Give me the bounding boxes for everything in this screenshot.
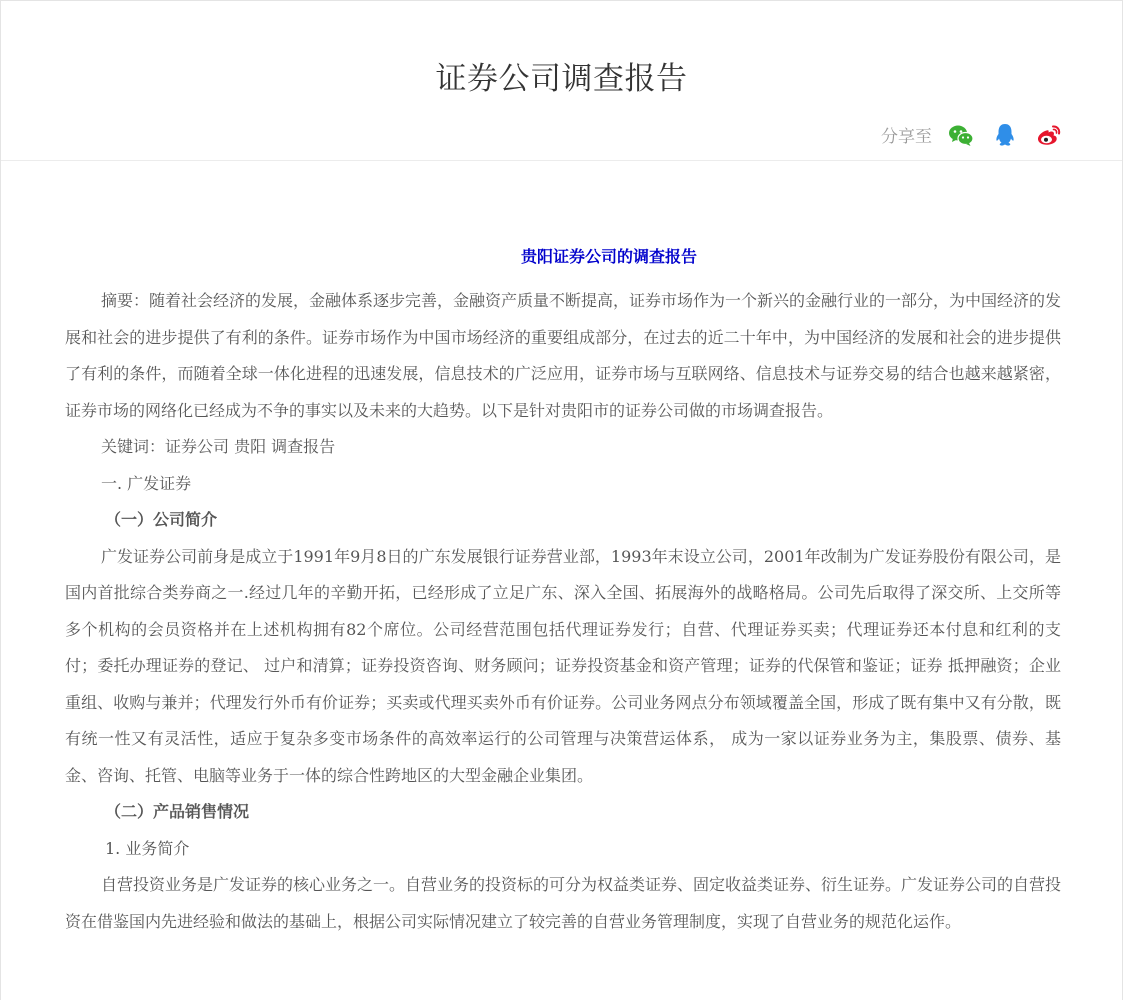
- subsection-heading: （一）公司简介: [105, 510, 218, 529]
- abstract-paragraph: 摘要：随着社会经济的发展，金融体系逐步完善，金融资产质量不断提高，证券市场作为一个新兴的金融行业的一部分，为中国经济的发展和社会的进步提供了有利的条件。证券市场作为中国市场经济的重要组成部分，在过去的近二十年中，为中国经济的发展和社会的进步提供了有利的条件，而随着全球一体化进程的迅速发展，信息技术的广泛应用，证券市场与互联网络、信息技术与证券交易的结合也越来越紧密，证券市场的网络化已经成为不争的事实以及未来的大趋势。以下是针对贵阳市的证券公司做的市场调查报告。: [65, 291, 1062, 420]
- document-title: 贵阳证券公司的调查报告: [520, 247, 697, 266]
- section-heading: 一. 广发证券: [101, 473, 192, 493]
- wechat-icon[interactable]: [948, 123, 974, 147]
- page-title: 证券公司调查报告: [435, 61, 688, 97]
- article-body: [65, 245, 1061, 940]
- qq-icon[interactable]: [992, 123, 1018, 147]
- share-bar: [881, 122, 1062, 147]
- weibo-icon[interactable]: [1036, 123, 1062, 147]
- page-header: [1, 1, 1122, 161]
- share-label: 分享至: [881, 127, 932, 147]
- list-item-heading: 1. 业务简介: [105, 838, 190, 858]
- company-intro-paragraph: 广发证券公司前身是成立于1991年9月8日的广东发展银行证券营业部，1993年末设立公司，2001年改制为广发证券股份有限公司，是国内首批综合类券商之一.经过几年的辛勤开拓，已经形成了立足广东、深入全国、拓展海外的战略格局。公司先后取得了深交所、上交所等多个机构的会员资格并在上述机构拥有82个席位。公司经营范围包括代理证券发行；自营、代理证券买卖；代理证券还本付息和红利的支付；委托办理证券的登记、 过户和清算；证券投资咨询、财务顾问；证券投资基金和资产管理；证券的代保管和鉴证；证券 抵押融资；企业重组、收购与兼并；代理发行外币有价证券；买卖或代理买卖外币有价证券。公司业务网点分布领域覆盖全国，形成了既有集中又有分散，既有统一性又有灵活性，适应于复杂多变市场条件的高效率运行的公司管理与决策营运体系， 成为一家以证券业务为主，集股票、债券、基金、咨询、托管、电脑等业务于一体的综合性跨地区的大型金融企业集团。: [65, 546, 1061, 785]
- subsection-heading: （二）产品销售情况: [105, 802, 250, 821]
- keywords-line: 关键词：证券公司 贵阳 调查报告: [101, 437, 336, 456]
- business-paragraph: 自营投资业务是广发证券的核心业务之一。自营业务的投资标的可分为权益类证券、固定收益类证券、衍生证券。广发证券公司的自营投资在借鉴国内先进经验和做法的基础上，根据公司实际情况建立了较完善的自营业务管理制度，实现了自营业务的规范化运作。: [65, 875, 1062, 931]
